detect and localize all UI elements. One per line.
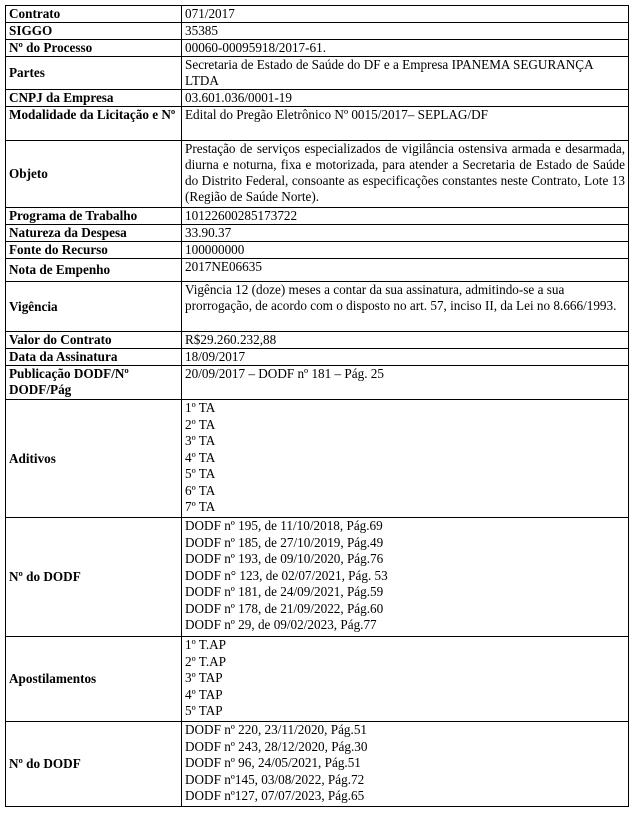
list-item: 3º TAP (185, 670, 223, 685)
row-empenho (6, 259, 629, 282)
label-fonte: Fonte do Recurso (6, 242, 182, 259)
list-item: 5º TA (185, 466, 216, 481)
list-item: DODF nº 185, de 27/10/2019, Pág.49 (185, 534, 384, 550)
value-empenho: 2017NE06635 (182, 259, 629, 282)
value-valor: R$29.260.232,88 (182, 332, 629, 349)
row-fonte (6, 242, 629, 259)
label-contrato: Contrato (6, 6, 182, 23)
contract-summary-table (5, 5, 629, 807)
row-partes (6, 57, 629, 90)
value-programa: 10122600285173722 (182, 208, 629, 225)
list-item: 1º T.AP (185, 637, 226, 652)
row-contrato (6, 6, 629, 23)
list-item: 5º TAP (185, 703, 223, 718)
label-programa: Programa de Trabalho (6, 208, 182, 225)
list-item: 2º T.AP (185, 653, 226, 669)
row-publicacao (6, 366, 629, 400)
row-cnpj (6, 90, 629, 107)
list-item: 4º TA (185, 449, 216, 465)
value-processo: 00060-00095918/2017-61. (182, 40, 629, 57)
list-item: DODF nº 181, de 24/09/2021, Pág.59 (185, 584, 384, 599)
row-processo (6, 40, 629, 57)
value-contrato: 071/2017 (182, 6, 629, 23)
list-item: DODF nº 96, 24/05/2021, Pág.51 (185, 755, 361, 770)
label-dodf-apostilamentos: Nº do DODF (6, 722, 182, 807)
list-item: 4º TAP (185, 686, 223, 702)
label-siggo: SIGGO (6, 23, 182, 40)
value-modalidade: Edital do Pregão Eletrônico Nº 0015/2017– SEPLAG/DF (182, 107, 629, 141)
list-item: 6º TA (185, 482, 216, 498)
list-item: DODF nº145, 03/08/2022, Pág.72 (185, 771, 365, 787)
label-objeto: Objeto (6, 141, 182, 208)
value-vigencia: Vigência 12 (doze) meses a contar da sua assinatura, admitindo-se a sua prorrogação, de acordo com o disposto no art. 57, inciso II, da Lei no 8.666/1993. (182, 282, 629, 332)
label-modalidade: Modalidade da Licitação e Nº (6, 107, 182, 141)
dodf-apostilamentos-list (182, 722, 629, 807)
row-valor (6, 332, 629, 349)
list-item: 2º TA (185, 416, 216, 432)
row-natureza (6, 225, 629, 242)
value-siggo: 35385 (182, 23, 629, 40)
label-processo: Nº do Processo (6, 40, 182, 57)
label-empenho: Nota de Empenho (6, 259, 182, 282)
row-vigencia (6, 282, 629, 332)
list-item: DODF nº 178, de 21/09/2022, Pág.60 (185, 600, 384, 616)
list-item: DODF nº 195, de 11/10/2018, Pág.69 (185, 518, 383, 533)
label-publicacao: Publicação DODF/Nº DODF/Pág (6, 366, 182, 400)
label-valor: Valor do Contrato (6, 332, 182, 349)
list-item: 3º TA (185, 433, 216, 448)
row-siggo (6, 23, 629, 40)
dodf-aditivos-list (182, 518, 629, 637)
label-aditivos: Aditivos (6, 400, 182, 518)
list-item: DODF nº127, 07/07/2023, Pág.65 (185, 788, 365, 803)
row-modalidade (6, 107, 629, 141)
label-cnpj: CNPJ da Empresa (6, 90, 182, 107)
label-apostilamentos: Apostilamentos (6, 637, 182, 722)
value-objeto: Prestação de serviços especializados de vigilância ostensiva armada e desarmada, diurna e noturna, fixa e motorizada, para atender a Secretaria de Estado de Saúde do Distrito Federal, consoante as especificações constantes neste Contrato, Lote 13 (Região de Saúde Norte). (182, 141, 629, 208)
row-apostilamentos (6, 637, 629, 722)
row-dodf-apostilamentos (6, 722, 629, 807)
value-fonte: 100000000 (182, 242, 629, 259)
label-vigencia: Vigência (6, 282, 182, 332)
list-item: DODF nº 243, 28/12/2020, Pág.30 (185, 738, 368, 754)
value-publicacao: 20/09/2017 – DODF nº 181 – Pág. 25 (182, 366, 629, 400)
apostilamentos-list (182, 637, 629, 722)
list-item: DODF nº 29, de 09/02/2023, Pág.77 (185, 617, 377, 632)
row-dodf-aditivos (6, 518, 629, 637)
value-natureza: 33.90.37 (182, 225, 629, 242)
label-natureza: Natureza da Despesa (6, 225, 182, 242)
label-dodf-aditivos: Nº do DODF (6, 518, 182, 637)
list-item: DODF nº 220, 23/11/2020, Pág.51 (185, 722, 368, 737)
value-assinatura: 18/09/2017 (182, 349, 629, 366)
row-aditivos (6, 400, 629, 518)
row-programa (6, 208, 629, 225)
list-item: DODF nº 193, de 09/10/2020, Pág.76 (185, 551, 384, 566)
list-item: DODF n° 123, de 02/07/2021, Pág. 53 (185, 567, 388, 583)
aditivos-list (182, 400, 629, 518)
list-item: 1º TA (185, 400, 216, 415)
value-cnpj: 03.601.036/0001-19 (182, 90, 629, 107)
row-assinatura (6, 349, 629, 366)
label-assinatura: Data da Assinatura (6, 349, 182, 366)
value-partes: Secretaria de Estado de Saúde do DF e a Empresa IPANEMA SEGURANÇA LTDA (182, 57, 629, 90)
list-item: 7º TA (185, 499, 216, 514)
label-partes: Partes (6, 57, 182, 90)
row-objeto (6, 141, 629, 208)
